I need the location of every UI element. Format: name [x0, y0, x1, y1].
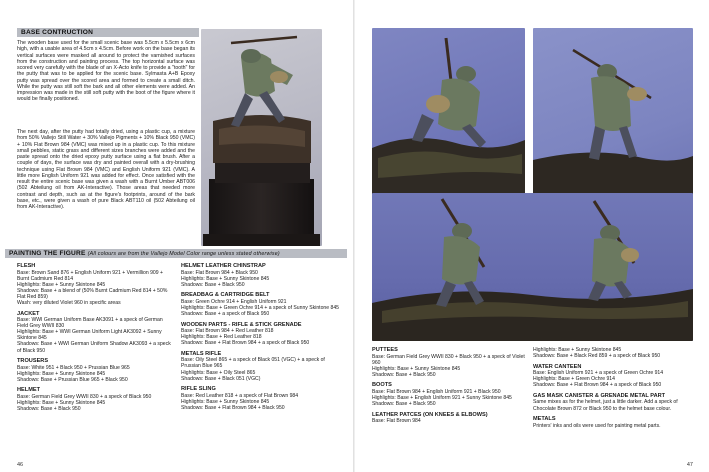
entry-line: Shadows: Base + a blend of (50% Burnt Cadmium Red 814 + 50% Flat Red 859): [17, 287, 168, 300]
entry-line: Base: Red Leather 818 + a speck of Flat Brown 984: [181, 392, 299, 399]
trousers-entry: [17, 358, 172, 383]
entry-line: Highlights: Base + English Uniform 921 + Sunny Skintone 845: [372, 394, 512, 401]
entry-line: Highlights: Base + Sunny Skintone 845: [181, 275, 270, 282]
entry-line: Shadows: Base + Prussian Blue 965 + Black 950: [17, 376, 128, 383]
entry-line: Base: Flat Brown 984: [372, 418, 421, 425]
entry-line: Highlights: Base + WWI German Uniform Light AK3092 + Sunny Skintone 845: [17, 329, 162, 342]
entry-line: Base: Flat Brown 984 + English Uniform 921 + Black 950: [372, 388, 501, 395]
entry-line: Shadows: Base + Flat Brown 984 + a speck of Black 950: [181, 340, 310, 347]
metals-entry: [533, 416, 695, 429]
entry-line: Shadows: Base + Black 950: [17, 406, 81, 413]
figure-photo-side-view: [533, 28, 693, 210]
entry-line: Highlights: Base + Sunny Skintone 845: [17, 370, 106, 377]
entry-title: WATER CANTEEN: [533, 363, 582, 370]
page-number-right: 47: [686, 462, 693, 468]
figure-photo-front-view: [372, 193, 693, 341]
entry-line: Highlights: Base + Red Leather 818: [181, 334, 262, 341]
left-col-2: [181, 263, 341, 416]
left-page: [0, 0, 354, 472]
entry-line: Printers' inks and oils were used for painting metal parts.: [533, 422, 661, 429]
entry-line: Shadows: Base + Black 950: [372, 371, 436, 378]
metals-rifle-entry: [181, 351, 341, 382]
entry-title: FLESH: [17, 263, 36, 269]
entry-line: Highlights: Base + Green Ochre 914: [533, 376, 615, 383]
entry-line: Highlights: Base + Green Ochre 914 + a speck of Sunny Skintone 845: [181, 304, 340, 311]
painting-figure-title: PAINTING THE FIGURE: [9, 250, 86, 257]
entry-line: Base: German Field Grey WWII 830 + a speck of Black 950: [17, 393, 152, 400]
entry-line: Shadows: Base + Black 051 (VGC): [181, 375, 261, 382]
entry-title: JACKET: [17, 310, 40, 317]
entry-title: BOOTS: [372, 382, 392, 389]
entry-line: Same mixes as for the helmet, just a little darker. Add a speck of Chocolate Brown 872 or Black 950 to the helmet base colour.: [533, 399, 678, 412]
entry-line: Shadows: Base + Flat Brown 984 + Black 950: [181, 404, 285, 411]
entry-title: WOODEN PARTS - RIFLE & STICK GRENADE: [181, 321, 302, 328]
entry-line: Shadows: Base + Black Red 859 + a speck of Black 950: [533, 353, 661, 360]
entry-line: Highlights: Base + Sunny Skintone 845: [372, 365, 461, 372]
entry-line: Shadows: Base + Black 950: [181, 281, 245, 288]
painting-figure-note: (All colours are from the Vallejo Model Color range unless stated otherwise): [87, 251, 280, 257]
entry-line: Highlights: Base + Sunny Skintone 845: [17, 281, 106, 288]
figure-photo-on-base: [201, 29, 322, 246]
breadbag-entry: [181, 292, 341, 317]
entry-line: Shadows: Base + Black 950: [372, 401, 436, 408]
figure-photo-top-view: [372, 28, 525, 210]
entry-line: Base: Brown Sand 876 + English Uniform 921 + Vermillion 909 + Burnt Cadmium Red 814: [17, 269, 163, 282]
entry-line: Highlights: Base + Sunny Skintone 845: [181, 398, 270, 405]
flesh-entry: [17, 263, 172, 306]
figure-front-view-illustration: [372, 193, 693, 341]
figure-photo-illustration: [201, 29, 322, 246]
entry-line: Shadows: Base + Flat Brown 984 + a speck of Black 950: [533, 382, 662, 389]
rifle-sling-entry: [181, 386, 341, 411]
entry-title: TROUSERS: [17, 358, 49, 365]
helmet-entry: [17, 387, 172, 412]
figure-side-view-illustration: [533, 28, 693, 210]
leather-patches-continued: [533, 347, 695, 359]
base-construction-header: BASE CONTRUCTION: [17, 28, 199, 37]
entry-line: Wash: very diluted Violet 960 in specific areas: [17, 299, 121, 306]
entry-line: Highlights: Base + Sunny Skintone 845: [533, 347, 622, 353]
entry-title: LEATHER PATCES (ON KNEES & ELBOWS): [372, 411, 488, 418]
water-canteen-entry: [533, 364, 695, 389]
left-col-1: [17, 263, 172, 417]
right-col-2: [533, 347, 695, 433]
entry-title: BREADBAG & CARTRIDGE BELT: [181, 292, 270, 299]
base-paragraph-2: The next day, after the putty had totally dried, using a plastic cup, a mixture from 50% Vallejo Still Water + 30% Vallejo Pigments + 10% Black 950 (VMC) + 10% Flat Brown 984 (VMC) was mixed up in a plastic cup. To this mixture small pebbles, static grass and different sizes branches were added and the paste spread onto the dried epoxy putty surface using a flat brush. After a couple of days, the surface was dry and painted overall with a dry-brushing technique using Flat Brown 984 (VMC) and English Uniform 921 (VMC). A little more English Uniform 921 was added for effect. Once satisfied with the result the entire scenic base was given a wash with a Burnt Umber ABT006 (502 Abteilung oil from AK-Interactive). Those areas that needed more contrast and depth, such as at the figure's footprints, around of the bark base, etc., were given a wash of pure Black ABT110 oil (502 Abteilung oil from AK-Interactive).: [17, 129, 195, 210]
entry-line: Base: White 951 + Black 950 + Prussian Blue 965: [17, 364, 130, 371]
right-col-1: [372, 347, 530, 429]
helmet-chinstrap-entry: [181, 263, 341, 288]
entry-title: HELMET: [17, 387, 40, 394]
entry-line: Shadows: Base + WWI German Uniform Shadow AK3093 + a speck of Black 950: [17, 341, 171, 354]
entry-title: PUTTEES: [372, 347, 398, 353]
right-page: [355, 0, 709, 472]
entry-line: Base: Oily Steel 865 + a speck of Black 051 (VGC) + a speck of Prussian Blue 965: [181, 357, 325, 370]
figure-top-view-illustration: [372, 28, 525, 210]
entry-title: RIFLE SLING: [181, 386, 216, 393]
entry-title: METALS: [533, 416, 556, 423]
entry-line: Base: Flat Brown 984 + Black 950: [181, 269, 258, 276]
entry-line: Highlights: Base + Sunny Skintone 845: [17, 400, 106, 406]
painting-figure-header: [5, 249, 347, 258]
boots-entry: [372, 382, 530, 407]
entry-line: Base: Flat Brown 984 + Red Leather 818: [181, 328, 274, 335]
entry-line: Base: Green Ochre 914 + English Uniform 921: [181, 298, 287, 305]
jacket-entry: [17, 311, 172, 354]
gas-mask-entry: [533, 393, 695, 412]
entry-line: Shadows: Base + a speck of Black 950: [181, 310, 270, 317]
puttees-entry: [372, 347, 530, 378]
entry-line: Highlights: Base + Oily Steel 865: [181, 369, 256, 376]
page-number-left: 46: [17, 462, 24, 468]
entry-line: Base: German Field Grey WWII 830 + Black 950 + a speck of Violet 960: [372, 353, 525, 366]
leather-patches-entry: [372, 412, 530, 425]
entry-title: HELMET LEATHER CHINSTRAP: [181, 263, 266, 269]
entry-title: METALS RIFLE: [181, 350, 222, 357]
entry-title: GAS MASK CANISTER & GRENADE METAL PART: [533, 392, 666, 399]
wooden-parts-entry: [181, 322, 341, 347]
base-paragraph-1: The wooden base used for the small scenic base was 5.5cm x 5.5cm x 6cm high, with a usable area of 4.5cm x 4.5cm. Before work on the base began its vertical surfaces were masked all around to protect the varnished surfaces from the construction and painting process. The top horizontal surface was scored very carefully with the blade of an X-Acto knife to provide a "tooth" for the putty that was to be applied for the scenic base. Sylmasta A+B Epoxy putty was spread over the scored area and formed to create a small ditch. While the putty was still soft the bark and all other elements were added. An impression was made in the still soft putty with the boot of the figure where it would be finally positioned.: [17, 40, 195, 103]
entry-line: Base: WWI German Uniform Base AK3091 + a speck of German Field Grey WWII 830: [17, 317, 163, 330]
entry-line: Base: English Uniform 921 + a speck of Green Ochre 914: [533, 370, 664, 377]
